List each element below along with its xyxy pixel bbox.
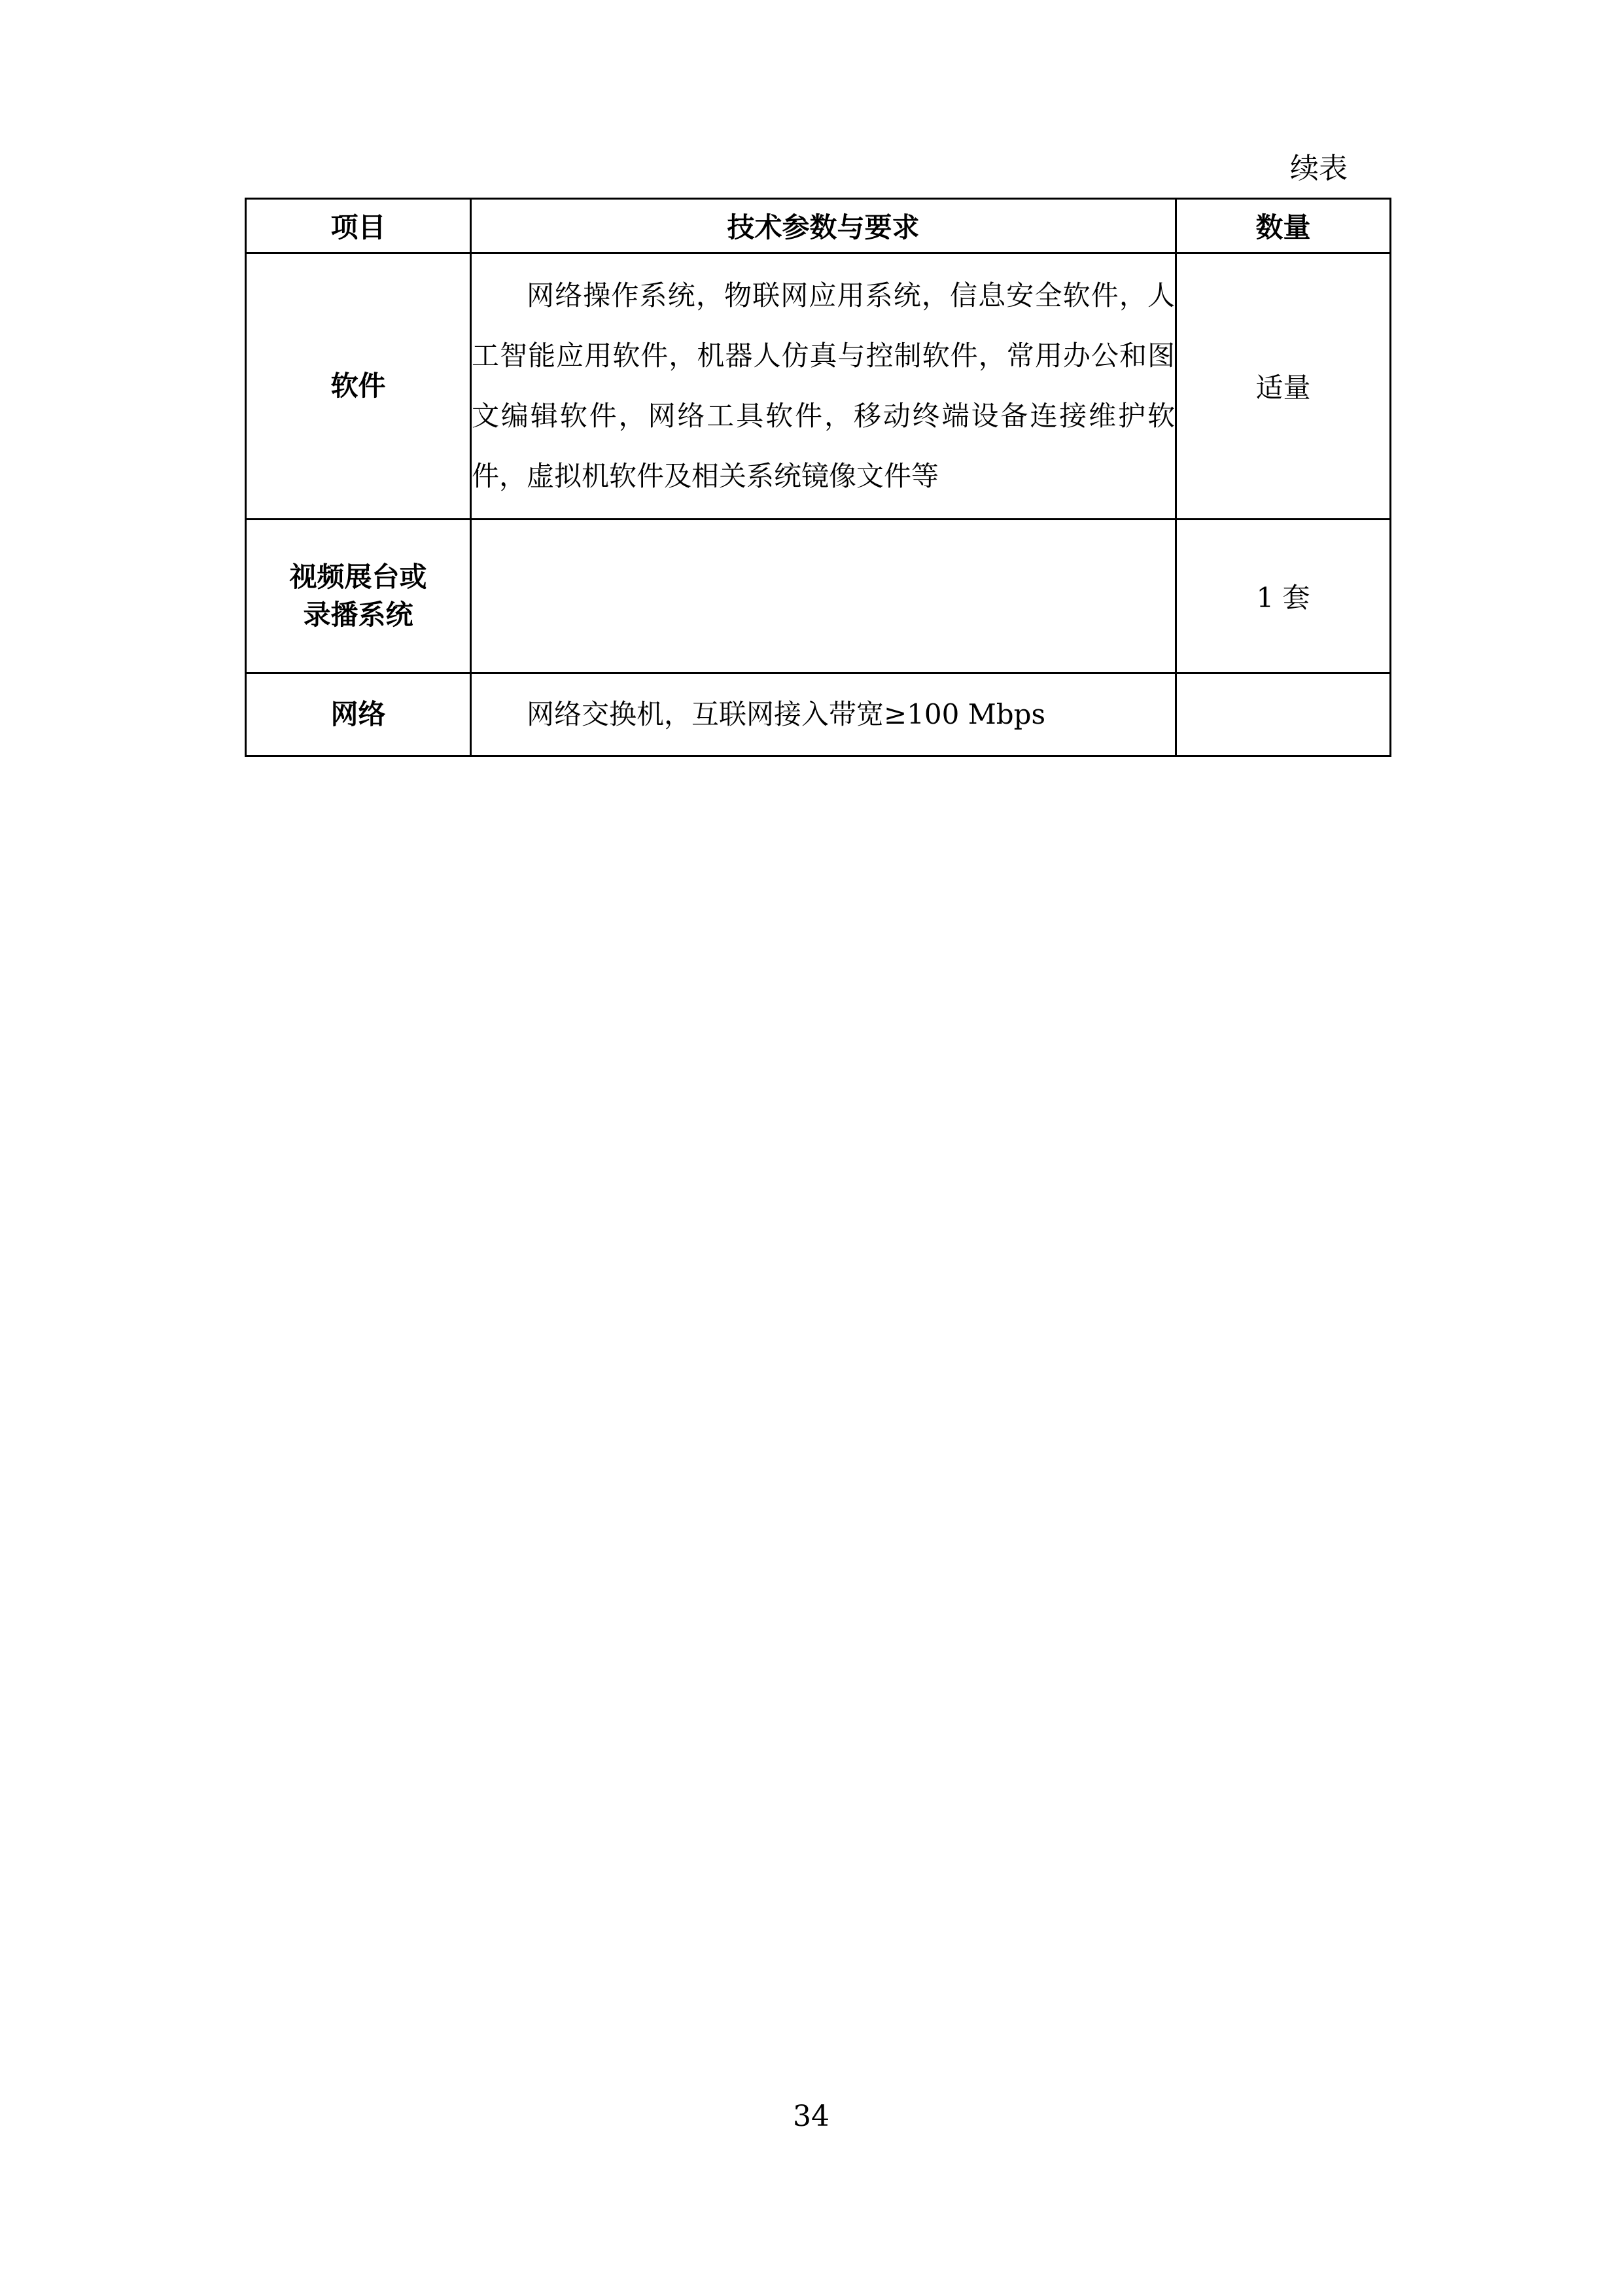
row-quantity-video: 1 套 bbox=[1176, 520, 1391, 673]
header-item: 项目 bbox=[246, 199, 471, 253]
item-line: 视频展台或 bbox=[289, 561, 427, 593]
row-item-network: 网络 bbox=[246, 673, 471, 756]
row-item-software: 软件 bbox=[246, 253, 471, 520]
header-quantity: 数量 bbox=[1176, 199, 1391, 253]
page-number: 34 bbox=[793, 2100, 829, 2133]
item-line: 录播系统 bbox=[303, 599, 413, 631]
row-params-video bbox=[471, 520, 1176, 673]
table-header-row bbox=[246, 199, 1391, 253]
row-item-video bbox=[246, 520, 471, 673]
header-params: 技术参数与要求 bbox=[471, 199, 1176, 253]
row-params-software bbox=[471, 253, 1176, 520]
table-row bbox=[246, 673, 1391, 756]
equipment-spec-table bbox=[245, 198, 1391, 757]
table-row bbox=[246, 520, 1391, 673]
continued-table-label: 续表 bbox=[1290, 152, 1348, 185]
params-text: 网络操作系统，物联网应用系统，信息安全软件，人工智能应用软件，机器人仿真与控制软件，常用办公和图文编辑软件，网络工具软件，移动终端设备连接维护软件，虚拟机软件及相关系统镜像文件等 bbox=[472, 279, 1175, 492]
table-row bbox=[246, 253, 1391, 520]
row-quantity-software: 适量 bbox=[1176, 253, 1391, 520]
row-quantity-network bbox=[1176, 673, 1391, 756]
row-params-network bbox=[471, 673, 1176, 756]
params-text: 网络交换机，互联网接入带宽≥100 Mbps bbox=[527, 698, 1046, 730]
